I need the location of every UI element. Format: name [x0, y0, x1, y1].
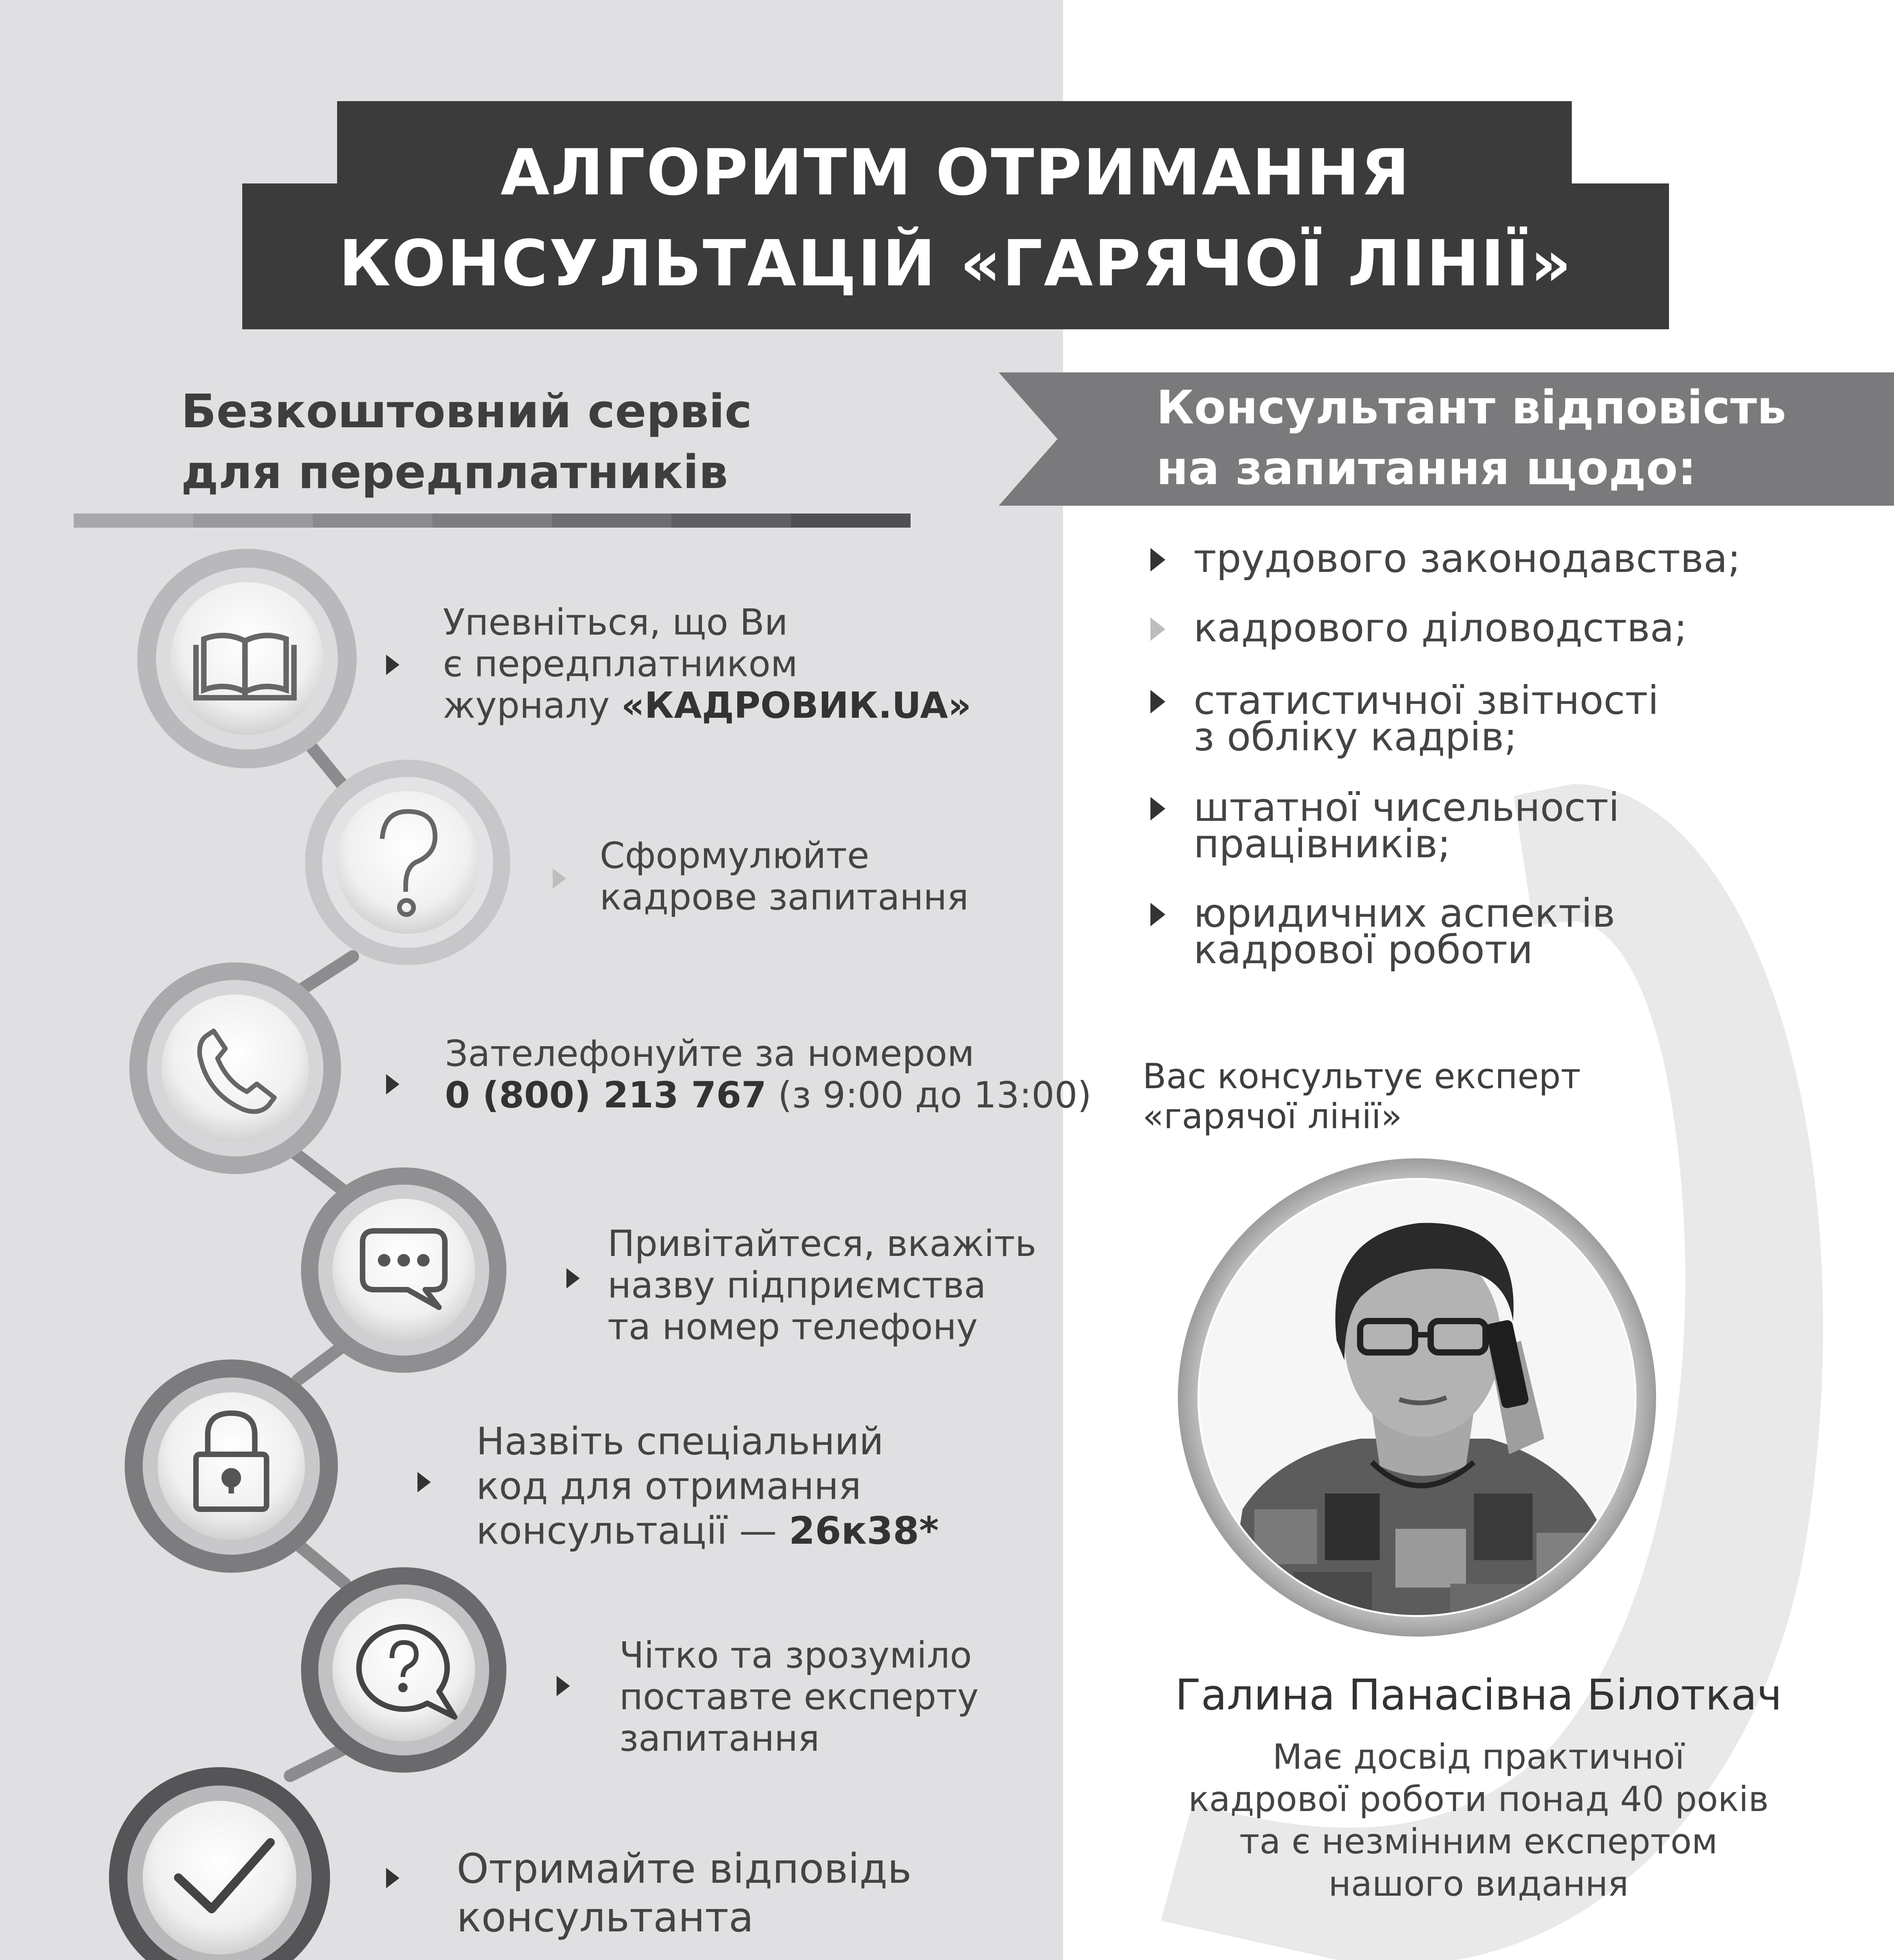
step-2-line-2: кадрове запитання: [600, 876, 969, 918]
step-5-line-2: код для отримання: [476, 1464, 862, 1508]
step-5-line-3-text: консультації —: [476, 1509, 789, 1553]
topic-4-bullet: [1150, 797, 1165, 820]
expert-intro-line-2: «гарячої лінії»: [1143, 1096, 1402, 1136]
step-3-text: [445, 1033, 1092, 1116]
step-3-circle: [129, 962, 341, 1174]
step-5-line-3: [476, 1508, 939, 1553]
topic-3-bullet: [1150, 690, 1165, 713]
step-6-line-2: поставте експерту: [619, 1676, 979, 1718]
topic-3-line-1: статистичної звітності: [1194, 677, 1659, 723]
step-3-bullet: [386, 1074, 399, 1094]
step-2-line-1: Сформулюйте: [600, 835, 869, 877]
topic-2: кадрового діловодства;: [1194, 605, 1687, 651]
step-5-line-1: Назвіть спеціальний: [476, 1419, 884, 1463]
step-4-line-2: назву підприємства: [608, 1264, 986, 1306]
topic-5-bullet: [1150, 903, 1165, 926]
step-6-bullet: [557, 1676, 570, 1696]
step-5-text: [476, 1419, 939, 1553]
topic-3-line-2: з обліку кадрів;: [1194, 714, 1517, 760]
step-1-text: [443, 602, 971, 726]
left-subtitle-line-2: для передплатників: [181, 445, 728, 499]
step-4-line-1: Привітайтеся, вкажіть: [608, 1223, 1036, 1265]
step-1-line-1: Упевніться, що Ви: [443, 601, 788, 643]
step-1-line-3: [443, 685, 971, 726]
expert-desc-line-3: та є незмінним експертом: [1239, 1821, 1718, 1862]
step-7-circle: [109, 1767, 330, 1960]
step-6-text: [619, 1635, 979, 1759]
step-5-bullet: [417, 1472, 431, 1492]
topic-4-line-1: штатної чисельності: [1194, 784, 1620, 830]
step-1-bullet: [386, 655, 399, 675]
step-3-line-2: [445, 1074, 1092, 1116]
expert-intro-line-1: Вас консультує експерт: [1143, 1056, 1581, 1096]
step-4-line-3: та номер телефону: [608, 1306, 978, 1348]
subtitle-underline: [74, 514, 911, 528]
page-title-line-2: КОНСУЛЬТАЦІЙ «ГАРЯЧОЇ ЛІНІЇ»: [339, 227, 1573, 301]
step-1-line-2: є передплатником: [443, 643, 798, 685]
step-3-line-1: Зателефонуйте за номером: [445, 1033, 974, 1074]
right-banner-line-2: на запитання щодо:: [1156, 441, 1696, 495]
step-2-circle: [305, 760, 510, 965]
left-subtitle-line-1: Безкоштовний сервіс: [181, 384, 752, 438]
topic-2-bullet: [1150, 617, 1165, 641]
topic-5-line-2: кадрової роботи: [1194, 927, 1533, 973]
topic-4-line-2: працівників;: [1194, 821, 1451, 867]
step-1-line-3-text: журналу: [443, 684, 621, 726]
step-2-bullet: [553, 868, 566, 889]
topic-1: трудового законодавства;: [1194, 535, 1741, 581]
step-7-line-1: Отримайте відповідь: [457, 1845, 912, 1893]
expert-desc-line-2: кадрової роботи понад 40 років: [1188, 1779, 1769, 1819]
right-banner-line-1: Консультант відповість: [1156, 380, 1787, 434]
step-7-bullet: [386, 1868, 399, 1888]
topic-5-line-1: юридичних аспектів: [1194, 890, 1615, 936]
expert-desc-line-1: Має досвід практичної: [1272, 1737, 1685, 1777]
step-4-text: [608, 1223, 1036, 1348]
page-title-line-1: АЛГОРИТМ ОТРИМАННЯ: [500, 136, 1411, 210]
expert-desc-line-4: нашого видання: [1328, 1864, 1629, 1904]
step-3-phone: 0 (800) 213 767: [445, 1074, 767, 1116]
topic-1-bullet: [1150, 548, 1165, 572]
step-1-circle: [137, 549, 357, 768]
step-7-text: [457, 1844, 912, 1942]
expert-name: Галина Панасівна Білоткач: [1175, 1671, 1782, 1720]
step-6-circle: [301, 1567, 506, 1773]
step-3-hours: (з 9:00 до 13:00): [766, 1074, 1092, 1116]
step-4-bullet: [566, 1268, 580, 1289]
step-4-circle: [301, 1167, 506, 1373]
special-code: 26к38*: [789, 1509, 939, 1553]
step-5-circle: [125, 1359, 338, 1573]
expert-photo: [1176, 1156, 1658, 1639]
step-6-line-1: Чітко та зрозуміло: [619, 1634, 972, 1676]
step-2-text: [600, 835, 969, 918]
journal-name: «КАДРОВИК.UA»: [621, 684, 971, 726]
step-7-line-2: консультанта: [457, 1893, 754, 1941]
step-6-line-3: запитання: [619, 1717, 820, 1759]
